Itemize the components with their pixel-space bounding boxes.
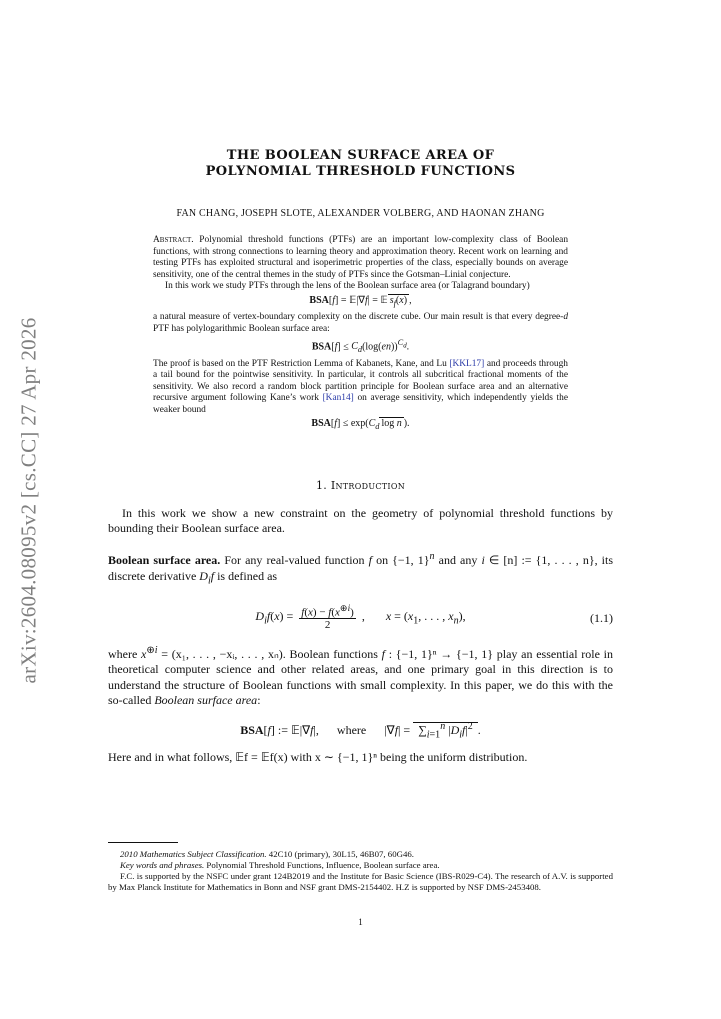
abstract-label: Abstract.: [153, 235, 194, 245]
abstract-p4c: on average sensitivity, which independently yields the weaker bound: [153, 393, 568, 415]
abstract-p1: Polynomial threshold functions (PTFs) are an important low-complexity class of Boolean functions, with strong connections to learning theory and approximation theory. Recent work on learning and testing PTFs has exploited structural and isoperimetric properties of the class, especially bounds on average sensitivity, one of the central themes in the study of PTFs since the Gotsman–Linial conjecture.: [153, 235, 569, 280]
intro-text: [108, 506, 613, 589]
msc-label: 2010 Mathematics Subject Classification.: [120, 849, 267, 859]
cite-kkl17[interactable]: [KKL17]: [449, 358, 485, 369]
bsa-definition-eq: BSA[f] = 𝔼|∇f| = 𝔼 $s_f(x)$ ,: [309, 294, 412, 308]
main-result-eq: $BSA[f] \le C_d(\log(en))^{C_d}$.: [311, 338, 410, 355]
after-equation-text: Here and in what follows, 𝔼f = 𝔼f(x) with x ∼ {−1, 1}ⁿ being the uniform distribution.: [108, 750, 528, 765]
bsa-equation: BSA[f] := 𝔼|∇f|, where $|\nabla f| = \sum_{i=1}^n$ $|D_if|^2$ .: [240, 720, 481, 741]
abstract-p4b: and proceeds through a tail bound for the pointwise sensitivity. In particular, it controls all subcritical fractional moments of the sensitivity. We also record a random block partition principle for Boolean surface area and an alternative recursive argument following Kane’s work: [153, 358, 568, 404]
where-word: where: [336, 722, 367, 737]
keywords: Polynomial Threshold Functions, Influence, Boolean surface area.: [204, 860, 440, 870]
abstract-p2: In this work we study PTFs through the lens of the Boolean surface area (or Talagrand boundary): [165, 281, 530, 291]
title-line-2: POLYNOMIAL THRESHOLD FUNCTIONS: [205, 164, 516, 179]
footnotes: [108, 842, 613, 893]
abstract-p3: a natural measure of vertex-boundary complexity on the discrete cube. Our main result is that every degree-: [153, 312, 564, 322]
keywords-label: Key words and phrases.: [120, 860, 205, 870]
weaker-bound-eq: $BSA[f] \le \exp(C_d$ log n ).: [311, 418, 410, 432]
degree-variable: d: [563, 312, 568, 322]
arxiv-stamp: [12, 300, 46, 700]
intro-paragraph: In this work we show a new constraint on the geometry of polynomial threshold functions by bounding their Boolean surface area.: [108, 505, 613, 536]
funding-note: F.C. is supported by the NSFC under grant 124B2019 and the Institute for Basic Science (IBS-R029-C4). The research of A.V. is supported by Max Planck Institute for Mathematics in Bonn and NSF grant DMS-2154402. H.Z is supported by NSF DMS-2453408.: [108, 871, 613, 892]
equation-number: (1.1): [590, 610, 613, 625]
abstract-p4a: The proof is based on the PTF Restriction Lemma of Kabanets, Kane, and Lu: [153, 358, 450, 369]
page-number: 1: [358, 917, 363, 927]
title-line-1: THE BOOLEAN SURFACE AREA OF: [226, 148, 495, 163]
paragraph-heading: Boolean surface area.: [108, 553, 221, 568]
derivative-equation: $D_if(x)$ = $\frac{f(x) - f(x^{\oplus i})}{2}$ , $x = (x_1$, . . . , $x_n$), (1.1): [255, 602, 613, 632]
abstract-p3-end: PTF has polylogarithmic Boolean surface area:: [153, 323, 330, 334]
footnote-rule: [108, 842, 178, 843]
derivative-paragraph: Boolean surface area. For any real-valued function f on {−1, 1}$^n$ and any i ∈ [n] := {1, . . . , n}, its discrete derivative $D_if$ is defined as: [108, 551, 614, 586]
emphasis-term: Boolean surface area: [154, 693, 258, 708]
abstract: [153, 235, 568, 433]
paper-title: [108, 148, 613, 180]
authors: FAN CHANG, JOSEPH SLOTE, ALEXANDER VOLBERG, AND HAONAN ZHANG: [176, 208, 545, 219]
arxiv-id: arXiv:2604.08095v2 [cs.CC] 27 Apr 2026: [16, 316, 41, 684]
msc-codes: 42C10 (primary), 30L15, 46B07, 60G46.: [266, 849, 414, 859]
section-heading: 1. Introduction: [315, 478, 406, 492]
boolean-paragraph: where $x^{\oplus i} = (x_1$, . . . , −xᵢ, . . . , xₙ). Boolean functions f : {−1, 1}ⁿ → {−1, 1} play an essential role in theoretical computer science and other related areas, and one primary goal in this direction is to understand the structure of Boolean functions with small complexity. In this paper, we do this with the so-called Boolean surface area:: [108, 644, 613, 708]
cite-kan14[interactable]: [Kan14]: [322, 393, 354, 404]
page-body: [108, 148, 613, 766]
